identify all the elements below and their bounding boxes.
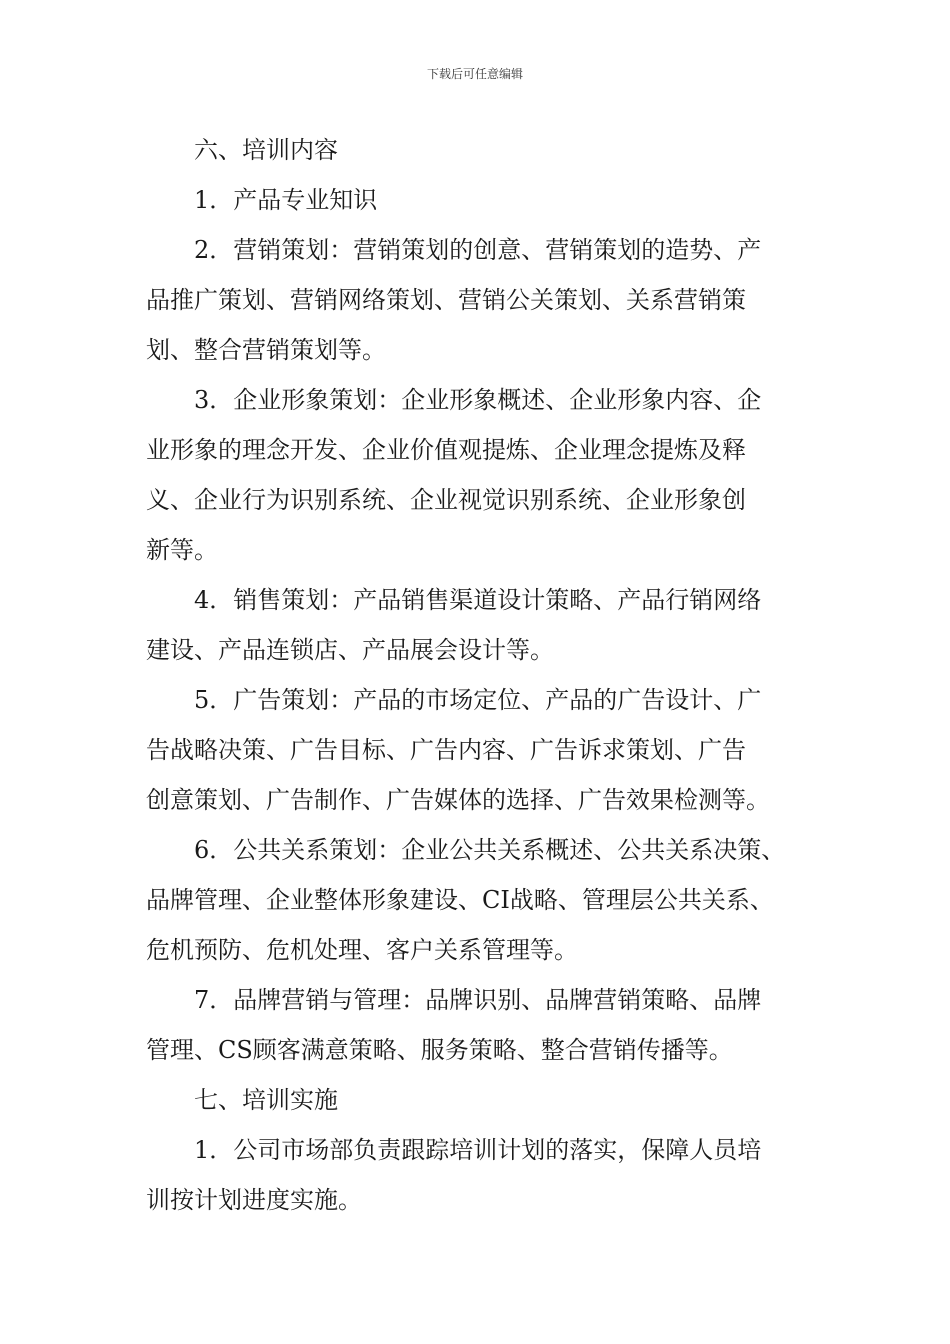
text-line: 品推广策划、营销网络策划、营销公关策划、关系营销策 [146,286,746,314]
text-line: 4．销售策划：产品销售渠道设计策略、产品行销网络 [194,586,762,614]
text-line: 2．营销策划：营销策划的创意、营销策划的造势、产 [194,236,762,264]
text-line: 建设、产品连锁店、产品展会设计等。 [146,636,554,664]
text-line: 5．广告策划：产品的市场定位、产品的广告设计、广 [194,686,762,714]
text-line: 品牌管理、企业整体形象建设、CI战略、管理层公共关系、 [146,886,774,914]
text-line: 1．公司市场部负责跟踪培训计划的落实，保障人员培 [194,1136,762,1164]
text-line: 告战略决策、广告目标、广告内容、广告诉求策划、广告 [146,736,746,764]
text-line: 训按计划进度实施。 [146,1186,362,1214]
text-line: 划、整合营销策划等。 [146,336,386,364]
text-line: 创意策划、广告制作、广告媒体的选择、广告效果检测等。 [146,786,770,814]
text-line: 7．品牌营销与管理：品牌识别、品牌营销策略、品牌 [194,986,762,1014]
text-line: 管理、CS顾客满意策略、服务策略、整合营销传播等。 [146,1036,733,1064]
text-line: 3．企业形象策划：企业形象概述、企业形象内容、企 [194,386,762,414]
text-line: 新等。 [146,536,218,564]
text-line: 6．公共关系策划：企业公共关系概述、公共关系决策、 [194,836,786,864]
text-line: 七、培训实施 [194,1086,338,1114]
text-line: 业形象的理念开发、企业价值观提炼、企业理念提炼及释 [146,436,746,464]
text-line: 危机预防、危机处理、客户关系管理等。 [146,936,578,964]
document-body [146,125,822,1225]
text-line: 1．产品专业知识 [194,186,378,214]
text-line: 义、企业行为识别系统、企业视觉识别系统、企业形象创 [146,486,746,514]
text-line: 六、培训内容 [194,136,338,164]
page-header: 下载后可任意编辑 [426,67,523,81]
